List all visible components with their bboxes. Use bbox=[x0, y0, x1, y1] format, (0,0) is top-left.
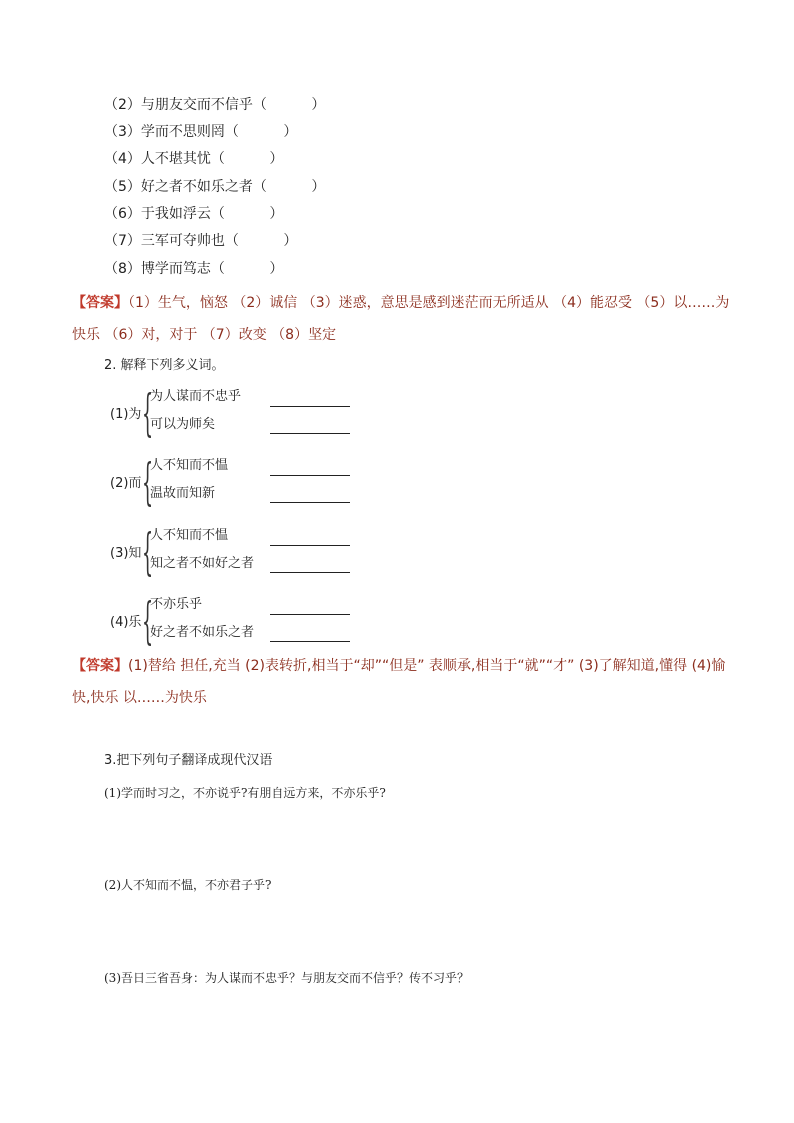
q1-item-3: （3）学而不思则罔（ ） bbox=[104, 124, 298, 140]
q3-title: 3.把下列句子翻译成现代汉语 bbox=[104, 753, 273, 768]
q1-item-2: （2）与朋友交而不信乎（ ） bbox=[104, 97, 326, 113]
q1-item-8: （8）博学而笃志（ ） bbox=[104, 261, 284, 277]
answer-blank[interactable] bbox=[270, 433, 350, 434]
polysemy-group-3 bbox=[110, 525, 370, 587]
group-sentence: 好之者不如乐之者 bbox=[150, 625, 255, 640]
translation-item-3: (3)吾日三省吾身：为人谋而不忠乎？与朋友交而不信乎？传不习乎？ bbox=[104, 971, 470, 985]
answer-text: (1)替给 担任,充当 (2)表转折,相当于“却”“但是” 表顺承,相当于“就”“才” (3)了解知道,懂得 (4)愉快,快乐 以……为快乐 bbox=[72, 658, 726, 706]
q1-answer bbox=[72, 287, 742, 351]
group-sentence: 人不知而不愠 bbox=[150, 458, 229, 473]
answer-blank[interactable] bbox=[270, 475, 350, 476]
translation-item-2: (2)人不知而不愠，不亦君子乎? bbox=[104, 878, 272, 892]
polysemy-group-2 bbox=[110, 455, 370, 517]
group-label: (4)乐 bbox=[110, 615, 142, 630]
group-sentence: 温故而知新 bbox=[150, 486, 216, 501]
group-sentence: 可以为师矣 bbox=[150, 417, 216, 432]
answer-tag: 【答案】 bbox=[72, 295, 128, 311]
q2-title: 2. 解释下列多义词。 bbox=[104, 358, 225, 373]
brace-icon: { bbox=[142, 384, 154, 442]
group-sentence: 为人谋而不忠乎 bbox=[150, 389, 242, 404]
brace-icon: { bbox=[142, 523, 154, 581]
q1-item-4: （4）人不堪其忧（ ） bbox=[104, 151, 284, 167]
brace-icon: { bbox=[142, 592, 154, 650]
group-label: (1)为 bbox=[110, 407, 142, 422]
polysemy-group-1 bbox=[110, 386, 370, 448]
answer-blank[interactable] bbox=[270, 614, 350, 615]
q1-item-6: （6）于我如浮云（ ） bbox=[104, 206, 284, 222]
q1-item-5: （5）好之者不如乐之者（ ） bbox=[104, 179, 326, 195]
translation-item-1: (1)学而时习之，不亦说乎?有朋自远方来，不亦乐乎? bbox=[104, 786, 386, 800]
answer-blank[interactable] bbox=[270, 502, 350, 503]
brace-icon: { bbox=[142, 453, 154, 511]
group-label: (3)知 bbox=[110, 546, 142, 561]
answer-blank[interactable] bbox=[270, 406, 350, 407]
answer-text: （1）生气，恼怒 （2）诚信 （3）迷惑，意思是感到迷茫而无所适从 （4）能忍受 （5）以……为快乐 （6）对，对于 （7）改变 （8）坚定 bbox=[72, 295, 730, 343]
answer-blank[interactable] bbox=[270, 545, 350, 546]
group-sentence: 不亦乐乎 bbox=[150, 597, 203, 612]
q2-answer bbox=[72, 650, 742, 714]
answer-blank[interactable] bbox=[270, 572, 350, 573]
answer-blank[interactable] bbox=[270, 641, 350, 642]
group-sentence: 知之者不如好之者 bbox=[150, 556, 255, 571]
group-label: (2)而 bbox=[110, 476, 142, 491]
polysemy-group-4 bbox=[110, 594, 370, 656]
answer-tag: 【答案】 bbox=[72, 658, 128, 674]
group-sentence: 人不知而不愠 bbox=[150, 528, 229, 543]
q1-item-7: （7）三军可夺帅也（ ） bbox=[104, 233, 298, 249]
